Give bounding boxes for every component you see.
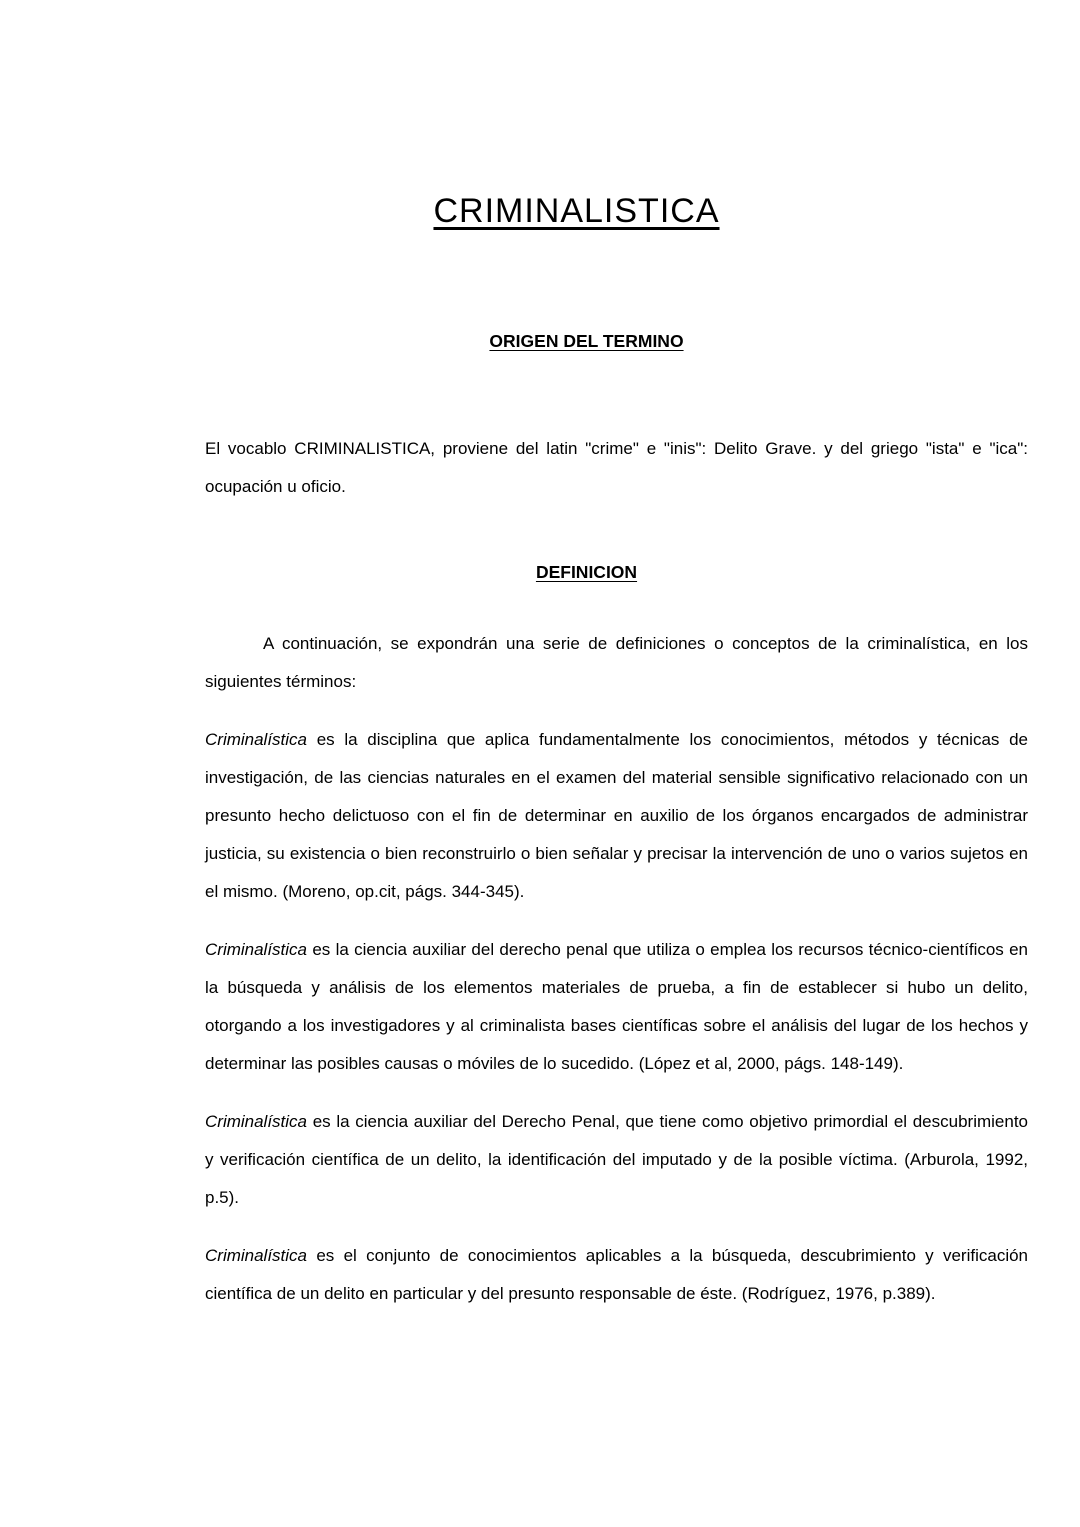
origin-paragraph: El vocablo CRIMINALISTICA, proviene del latin "crime" e "inis": Delito Grave. y del griego "ista" e "ica": ocupación u oficio.: [205, 439, 1028, 496]
definition-lead-italic: Criminalística: [205, 940, 308, 959]
definition-paragraph-2: [205, 931, 1028, 1083]
definition-lead-italic: Criminalística: [205, 1246, 308, 1265]
definition-section-heading: DEFINICION: [535, 562, 638, 582]
definitions-intro-paragraph: A continuación, se expondrán una serie de definiciones o conceptos de la criminalística, en los siguientes términos:: [205, 634, 1028, 691]
definition-text: es la ciencia auxiliar del derecho penal que utiliza o emplea los recursos técnico-científicos en la búsqueda y análisis de los elementos materiales de prueba, a fin de establecer si hubo un delito, otorgando a los investigadores y al criminalista bases científicas sobre el análisis del lugar de los hechos y determinar las posibles causas o móviles de lo sucedido. (López et al, 2000, págs. 148-149).: [205, 940, 1028, 1073]
definition-lead-italic: Criminalística: [205, 730, 308, 749]
document-title: CRIMINALISTICA: [433, 192, 720, 230]
definition-text: es el conjunto de conocimientos aplicables a la búsqueda, descubrimiento y verificación científica de un delito en particular y del presunto responsable de éste. (Rodríguez, 1976, p.389).: [205, 1246, 1028, 1303]
definition-paragraph-3: [205, 1103, 1028, 1217]
definition-text: es la ciencia auxiliar del Derecho Penal, que tiene como objetivo primordial el descubrimiento y verificación científica de un delito, la identificación del imputado y de la posible víctima. (Arburola, 1992, p.5).: [205, 1112, 1028, 1207]
definition-lead-italic: Criminalística: [205, 1112, 308, 1131]
definition-paragraph-1: [205, 721, 1028, 911]
definition-text: es la disciplina que aplica fundamentalmente los conocimientos, métodos y técnicas de investigación, de las ciencias naturales en el examen del material sensible significativo relacionado con un presunto hecho delictuoso con el fin de determinar en auxilio de los órganos encargados de administrar justicia, su existencia o bien reconstruirlo o bien señalar y precisar la intervención de uno o varios sujetos en el mismo. (Moreno, op.cit, págs. 344-345).: [205, 730, 1028, 901]
definition-paragraph-4: [205, 1237, 1028, 1313]
origin-section-heading: ORIGEN DEL TERMINO: [489, 331, 684, 351]
